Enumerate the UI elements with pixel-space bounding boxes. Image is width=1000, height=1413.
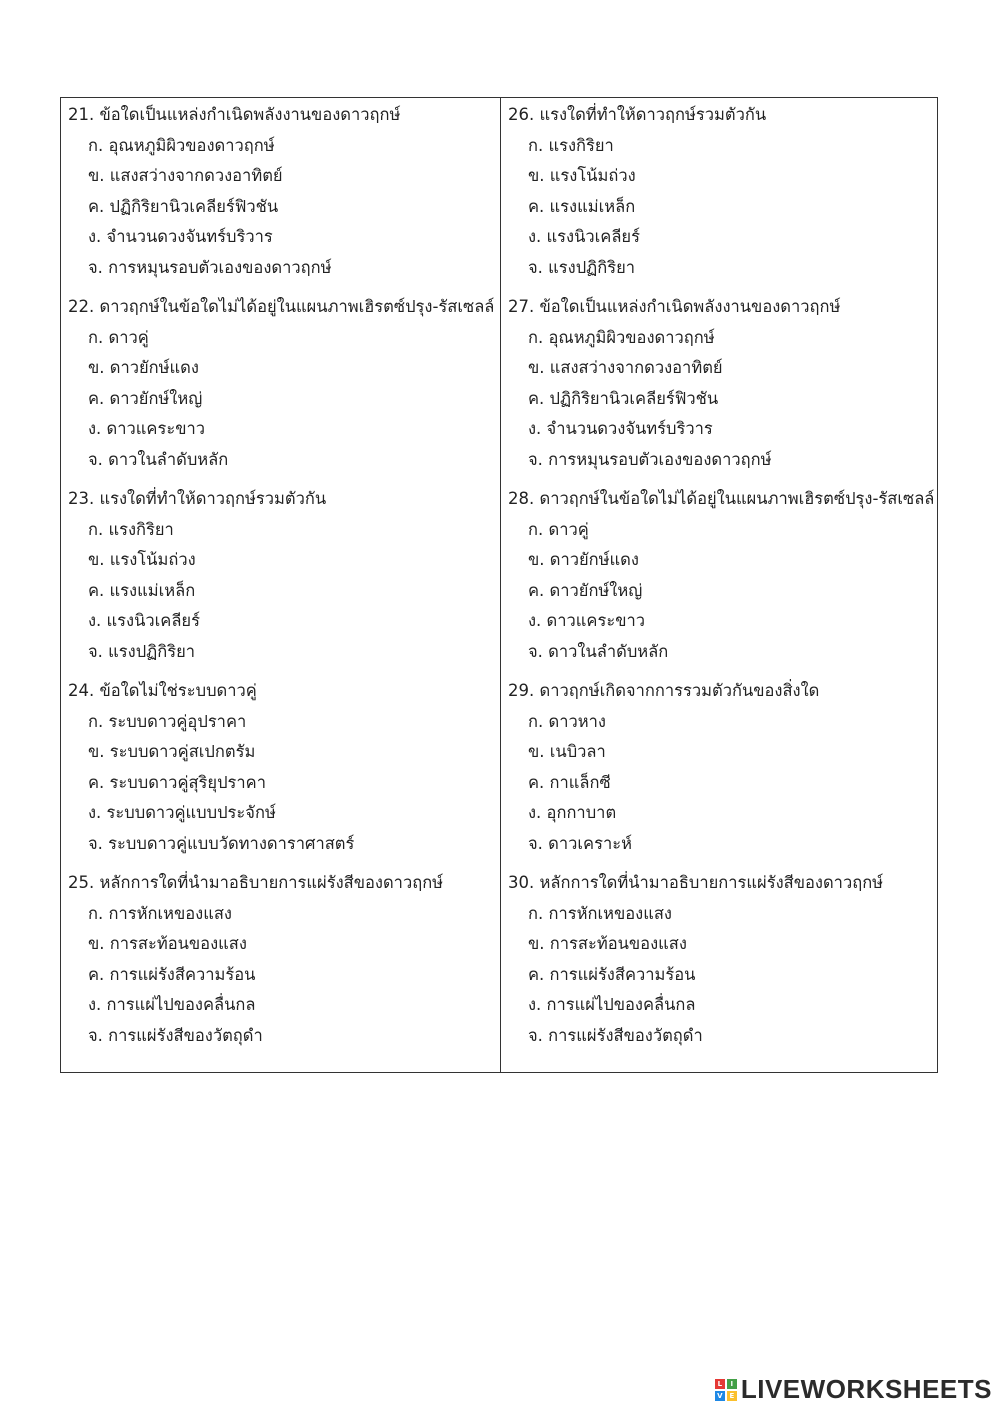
answer-option[interactable]: ง. แรงนิวเคลียร์	[528, 227, 640, 246]
answer-option[interactable]: ข. การสะท้อนของแสง	[528, 934, 687, 953]
answer-option[interactable]: จ. การแผ่รังสีของวัตถุดำ	[528, 1025, 703, 1045]
answer-option[interactable]: ก. การหักเหของแสง	[528, 903, 672, 923]
answer-option[interactable]: ก. ดาวคู่	[528, 519, 589, 539]
brand-name: LIVEWORKSHEETS	[740, 1374, 992, 1404]
answer-option[interactable]: ข. แสงสว่างจากดวงอาทิตย์	[528, 358, 723, 377]
answer-option[interactable]: ง. ดาวแคระขาว	[88, 419, 205, 438]
answer-option[interactable]: ก. ดาวคู่	[88, 327, 149, 347]
answer-option[interactable]: ง. อุกกาบาต	[528, 803, 617, 822]
liveworksheets-logo	[715, 1374, 992, 1405]
answer-option[interactable]: จ. ดาวในลำดับหลัก	[528, 641, 669, 661]
answer-option[interactable]: ข. เนบิวลา	[528, 742, 606, 761]
question-29	[508, 676, 819, 859]
question-stem: 21. ข้อใดเป็นแหล่งกำเนิดพลังงานของดาวฤกษ์	[68, 105, 401, 124]
answer-option[interactable]: ง. การแผ่ไปของคลื่นกล	[528, 995, 696, 1014]
answer-option[interactable]: ค. การแผ่รังสีความร้อน	[88, 964, 256, 984]
answer-option[interactable]: ก. อุณหภูมิผิวของดาวฤกษ์	[528, 327, 715, 347]
answer-option[interactable]: ค. ดาวยักษ์ใหญ่	[528, 580, 643, 600]
answer-option[interactable]: ค. การแผ่รังสีความร้อน	[528, 964, 696, 984]
answer-option[interactable]: จ. การแผ่รังสีของวัตถุดำ	[88, 1025, 263, 1045]
question-stem: 25. หลักการใดที่นำมาอธิบายการแผ่รังสีของดาวฤกษ์	[68, 873, 444, 892]
answer-option[interactable]: ค. ปฏิกิริยานิวเคลียร์ฟิวชัน	[88, 196, 279, 216]
answer-option[interactable]: ง. ระบบดาวคู่แบบประจักษ์	[88, 803, 276, 822]
question-stem: 24. ข้อใดไม่ใช่ระบบดาวคู่	[68, 681, 257, 700]
answer-option[interactable]: ก. การหักเหของแสง	[88, 903, 232, 923]
badge-letter: I	[727, 1379, 737, 1389]
answer-option[interactable]: จ. แรงปฏิกิริยา	[528, 257, 636, 277]
question-stem: 22. ดาวฤกษ์ในข้อใดไม่ได้อยู่ในแผนภาพเฮิรตซ์ปรุง-รัสเซลล์	[68, 297, 495, 316]
badge-letter: L	[715, 1379, 725, 1389]
answer-option[interactable]: ค. กาแล็กซี	[528, 772, 611, 792]
question-stem: 27. ข้อใดเป็นแหล่งกำเนิดพลังงานของดาวฤกษ์	[508, 297, 841, 316]
question-23	[68, 484, 326, 667]
question-21	[68, 100, 400, 283]
logo-badge	[715, 1379, 737, 1401]
answer-option[interactable]: ก. อุณหภูมิผิวของดาวฤกษ์	[88, 135, 275, 155]
answer-option[interactable]: จ. แรงปฏิกิริยา	[88, 641, 196, 661]
answer-option[interactable]: จ. การหมุนรอบตัวเองของดาวฤกษ์	[88, 257, 332, 277]
badge-letter: V	[715, 1391, 725, 1401]
answer-option[interactable]: ก. แรงกิริยา	[88, 519, 174, 539]
answer-option[interactable]: จ. การหมุนรอบตัวเองของดาวฤกษ์	[528, 449, 772, 469]
answer-option[interactable]: ก. ระบบดาวคู่อุปราคา	[88, 711, 247, 731]
question-24	[68, 676, 354, 859]
answer-option[interactable]: ง. การแผ่ไปของคลื่นกล	[88, 995, 256, 1014]
answer-option[interactable]: ค. ระบบดาวคู่สุริยุปราคา	[88, 772, 266, 792]
answer-option[interactable]: ค. ดาวยักษ์ใหญ่	[88, 388, 203, 408]
answer-option[interactable]: ค. แรงแม่เหล็ก	[88, 580, 196, 600]
answer-option[interactable]: ก. ดาวหาง	[528, 711, 606, 731]
question-30	[508, 868, 883, 1051]
answer-option[interactable]: จ. ระบบดาวคู่แบบวัดทางดาราศาสตร์	[88, 833, 355, 853]
answer-option[interactable]: ค. แรงแม่เหล็ก	[528, 196, 636, 216]
answer-option[interactable]: ก. แรงกิริยา	[528, 135, 614, 155]
question-22	[68, 292, 494, 475]
question-stem: 26. แรงใดที่ทำให้ดาวฤกษ์รวมตัวกัน	[508, 105, 767, 124]
answer-option[interactable]: จ. ดาวในลำดับหลัก	[88, 449, 229, 469]
answer-option[interactable]: ง. ดาวแคระขาว	[528, 611, 645, 630]
question-28	[508, 484, 934, 667]
question-stem: 28. ดาวฤกษ์ในข้อใดไม่ได้อยู่ในแผนภาพเฮิรตซ์ปรุง-รัสเซลล์	[508, 489, 935, 508]
badge-letter: E	[727, 1391, 737, 1401]
answer-option[interactable]: ง. แรงนิวเคลียร์	[88, 611, 200, 630]
answer-option[interactable]: ข. ดาวยักษ์แดง	[528, 550, 639, 569]
answer-option[interactable]: ข. แรงโน้มถ่วง	[528, 166, 636, 185]
answer-option[interactable]: ง. จำนวนดวงจันทร์บริวาร	[88, 227, 273, 246]
answer-option[interactable]: ง. จำนวนดวงจันทร์บริวาร	[528, 419, 713, 438]
question-stem: 30. หลักการใดที่นำมาอธิบายการแผ่รังสีของดาวฤกษ์	[508, 873, 884, 892]
answer-option[interactable]: ค. ปฏิกิริยานิวเคลียร์ฟิวชัน	[528, 388, 719, 408]
answer-option[interactable]: ข. แรงโน้มถ่วง	[88, 550, 196, 569]
question-stem: 29. ดาวฤกษ์เกิดจากการรวมตัวกันของสิ่งใด	[508, 681, 820, 700]
answer-option[interactable]: ข. ระบบดาวคู่สเปกตรัม	[88, 742, 256, 761]
answer-option[interactable]: ข. แสงสว่างจากดวงอาทิตย์	[88, 166, 283, 185]
answer-option[interactable]: จ. ดาวเคราะห์	[528, 833, 632, 853]
answer-option[interactable]: ข. ดาวยักษ์แดง	[88, 358, 199, 377]
column-divider	[500, 98, 501, 1072]
question-25	[68, 868, 443, 1051]
question-26	[508, 100, 766, 283]
question-27	[508, 292, 840, 475]
answer-option[interactable]: ข. การสะท้อนของแสง	[88, 934, 247, 953]
question-stem: 23. แรงใดที่ทำให้ดาวฤกษ์รวมตัวกัน	[68, 489, 327, 508]
